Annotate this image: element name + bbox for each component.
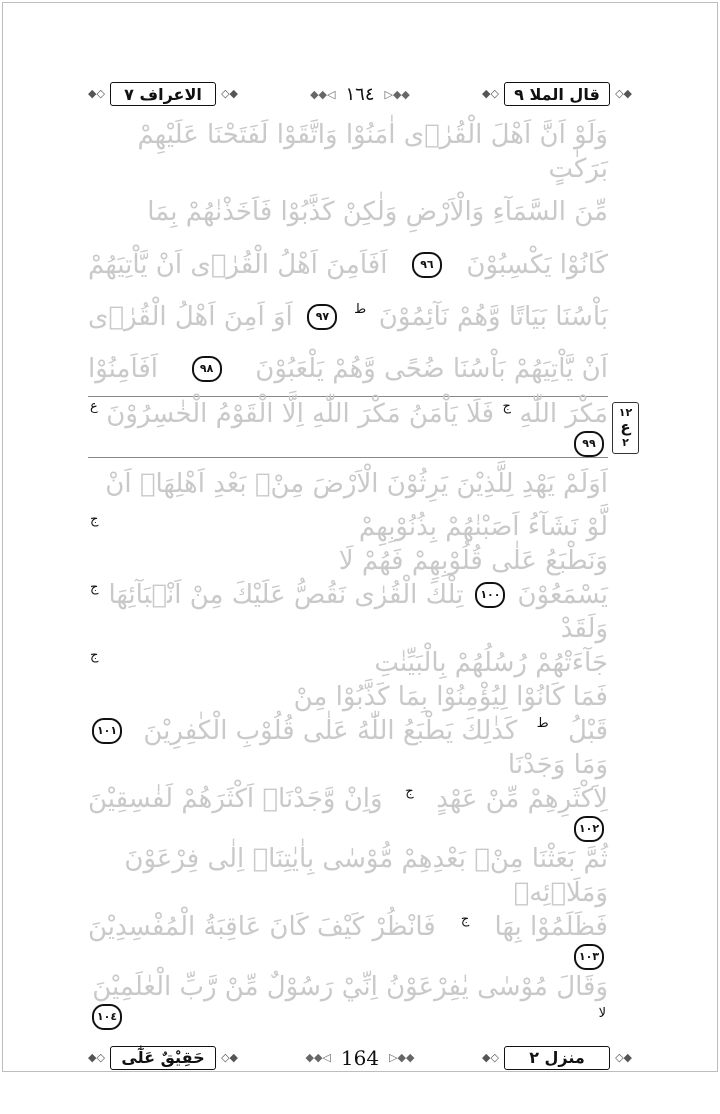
- verse-text: اَوَ اَمِنَ اَهْلُ الْقُرٰۤى: [88, 301, 293, 332]
- verse-number-marker: ١٠٤: [92, 1004, 122, 1030]
- verse-text: جَآءَتْهُمْ رُسُلُهُمْ بِالْبَيِّنٰتِ: [374, 647, 608, 678]
- ornament-icon: ◆◇: [482, 1050, 499, 1064]
- waqf-sign: ط: [354, 301, 367, 317]
- ornament-icon: ◇◆: [615, 87, 632, 100]
- verse-text: كَذٰلِكَ يَطْبَعُ اللّٰهُ عَلٰى قُلُوْبِ الْكٰفِرِيْنَ: [143, 715, 518, 746]
- waqf-sign: ج: [405, 783, 414, 799]
- verse-text: يَسْمَعُوْنَ: [517, 579, 608, 610]
- verse-text: اَنْ يَّاْتِيَهُمْ بَاْسُنَا ضُحًى وَّهُمْ يَلْعَبُوْنَ: [255, 354, 608, 385]
- verse-text: لَّوْ نَشَآءُ اَصَبْنٰهُمْ بِذُنُوْبِهِمْ: [358, 511, 608, 542]
- page-number: 164: [340, 1045, 380, 1070]
- verse-text: وَقَالَ مُوْسٰى يٰفِرْعَوْنُ اِنِّيْ رَسُوْلٌ مِّنْ رَّبِّ الْعٰلَمِيْنَ: [92, 971, 608, 1002]
- text-line: [88, 238, 608, 290]
- ornament-icon: ▷◆◆: [384, 87, 410, 101]
- catchword: حَقِيْقٌ عَلٰٓى: [121, 1048, 205, 1068]
- text-line: [88, 186, 608, 238]
- verse-text: وَنَطْبَعُ عَلٰى قُلُوْبِهِمْ فَهُمْ لَا: [338, 545, 608, 576]
- verse-text: وَلَقَدْ: [560, 613, 608, 644]
- ornament-icon: ◇◆: [221, 87, 238, 100]
- ornament-icon: ◆◆◁: [305, 1051, 331, 1065]
- waqf-sign: ج: [90, 511, 99, 527]
- verse-text: فَانْظُرْ كَيْفَ كَانَ عَاقِبَةُ الْمُفْسِدِيْنَ: [88, 911, 436, 942]
- waqf-sign: ج: [90, 579, 99, 595]
- page-number-arabic: ١٦٤: [345, 83, 375, 105]
- verse-text: قَبْلُ: [568, 715, 608, 746]
- verse-text: فَمَا كَانُوْا لِيُؤْمِنُوْا بِمَا كَذَّبُوْا مِنْ: [293, 681, 608, 712]
- verse-number-marker: ٩٩: [574, 431, 604, 457]
- text-line: [88, 970, 608, 1030]
- page-header: [88, 78, 632, 110]
- text-line: [88, 458, 608, 510]
- text-line: [88, 396, 608, 458]
- text-line: [88, 343, 608, 395]
- verse-text: اَوَلَمْ يَهْدِ لِلَّذِيْنَ يَرِثُوْنَ الْاَرْضَ مِنْۢ بَعْدِ اَهْلِهَاۤ اَنْ: [105, 468, 608, 499]
- waqf-sign: ط: [536, 715, 549, 731]
- verse-number-marker: ١٠٠: [475, 582, 505, 608]
- manzil-frame: [482, 1044, 632, 1072]
- verse-text: فَظَلَمُوْا بِهَا: [494, 911, 608, 942]
- verse-text: فَلَا يَاْمَنُ مَكْرَ اللّٰهِ اِلَّا الْقَوْمُ الْخٰسِرُوْنَ: [106, 398, 494, 429]
- verse-text: وَاِنْ وَّجَدْنَاۤ اَكْثَرَهُمْ لَفٰسِقِيْنَ: [88, 783, 383, 814]
- verse-number-marker: ١٠٣: [574, 944, 604, 970]
- ornament-icon: ◆◇: [481, 87, 499, 100]
- ruku-count: ٢: [622, 436, 629, 450]
- verse-number-marker: ١٠٢: [574, 816, 604, 842]
- waqf-sign: ج: [502, 398, 511, 414]
- verse-number-marker: ٩٨: [192, 356, 222, 382]
- verse-text: وَلَوْ اَنَّ اَهْلَ الْقُرٰۤى اٰمَنُوْا وَاتَّقَوْا لَفَتَحْنَا عَلَيْهِمْ بَرَكٰتٍ: [137, 120, 608, 184]
- quran-text: [88, 118, 608, 1030]
- ruku-number: ١٢: [618, 406, 633, 420]
- text-line: [88, 291, 608, 343]
- surah-name-frame: [88, 80, 238, 108]
- juz-name-frame: [482, 80, 632, 108]
- page-number-header: [310, 84, 410, 105]
- verse-text: وَمَا وَجَدْنَا: [507, 749, 608, 780]
- verse-text: مَكْرَ اللّٰهِ: [519, 398, 608, 429]
- text-line: [88, 118, 608, 186]
- verse-text: اَفَاَمِنَ اَهْلُ الْقُرٰۤى اَنْ يَّاْتِيَهُمْ: [88, 249, 388, 280]
- text-line: [88, 510, 608, 578]
- verse-text: ثُمَّ بَعَثْنَا مِنْۢ بَعْدِهِمْ مُّوْسٰى بِاٰيٰتِنَاۤ اِلٰى فِرْعَوْنَ وَمَلَا۠ئِهٖ: [124, 843, 608, 908]
- ornament-icon: ◇◆: [615, 1050, 632, 1064]
- waqf-sign: ج: [90, 647, 99, 663]
- text-line: [88, 782, 608, 842]
- verse-text: كَانُوْا يَكْسِبُوْنَ: [466, 249, 608, 280]
- verse-text: مِّنَ السَّمَآءِ وَالْاَرْضِ وَلٰكِنْ كَذَّبُوْا فَاَخَذْنٰهُمْ بِمَا: [147, 197, 608, 228]
- ruku-sign: ع: [620, 418, 631, 437]
- page-footer: [88, 1042, 632, 1074]
- verse-number-marker: ٩٦: [412, 252, 442, 278]
- page-number-footer: [306, 1046, 415, 1070]
- manzil-name: منزل ٢: [529, 1048, 585, 1068]
- text-line: [88, 578, 608, 646]
- ornament-icon: ◆◆◁: [310, 87, 336, 101]
- ruku-marker: [612, 402, 639, 454]
- text-line: [88, 910, 608, 970]
- ornament-icon: ◇◆: [221, 1050, 238, 1064]
- verse-number-marker: ٩٧: [307, 304, 337, 330]
- catchword-frame: [88, 1044, 238, 1072]
- ornament-icon: ▷◆◆: [389, 1051, 415, 1065]
- juz-name: قال الملا ٩: [514, 84, 600, 104]
- waqf-sign: لا: [598, 1005, 606, 1021]
- verse-number-marker: ١٠١: [92, 718, 122, 744]
- waqf-sign: ج: [460, 911, 470, 927]
- verse-text: بَاْسُنَا بَيَاتًا وَّهُمْ نَآئِمُوْنَ: [378, 301, 608, 332]
- text-line: [88, 714, 608, 782]
- verse-text: تِلْكَ الْقُرٰى نَقُصُّ عَلَيْكَ مِنْ اَنْۢبَآئِهَا: [108, 579, 464, 610]
- text-line: [88, 842, 608, 910]
- surah-name: الاعراف ٧: [124, 84, 202, 104]
- ornament-icon: ◆◇: [88, 1050, 105, 1064]
- waqf-sign: ع: [90, 398, 98, 414]
- verse-text: لِاَكْثَرِهِمْ مِّنْ عَهْدٍ: [436, 783, 608, 814]
- text-line: [88, 646, 608, 714]
- ornament-icon: ◆◇: [88, 87, 105, 100]
- verse-text: اَفَاَمِنُوْا: [88, 354, 159, 385]
